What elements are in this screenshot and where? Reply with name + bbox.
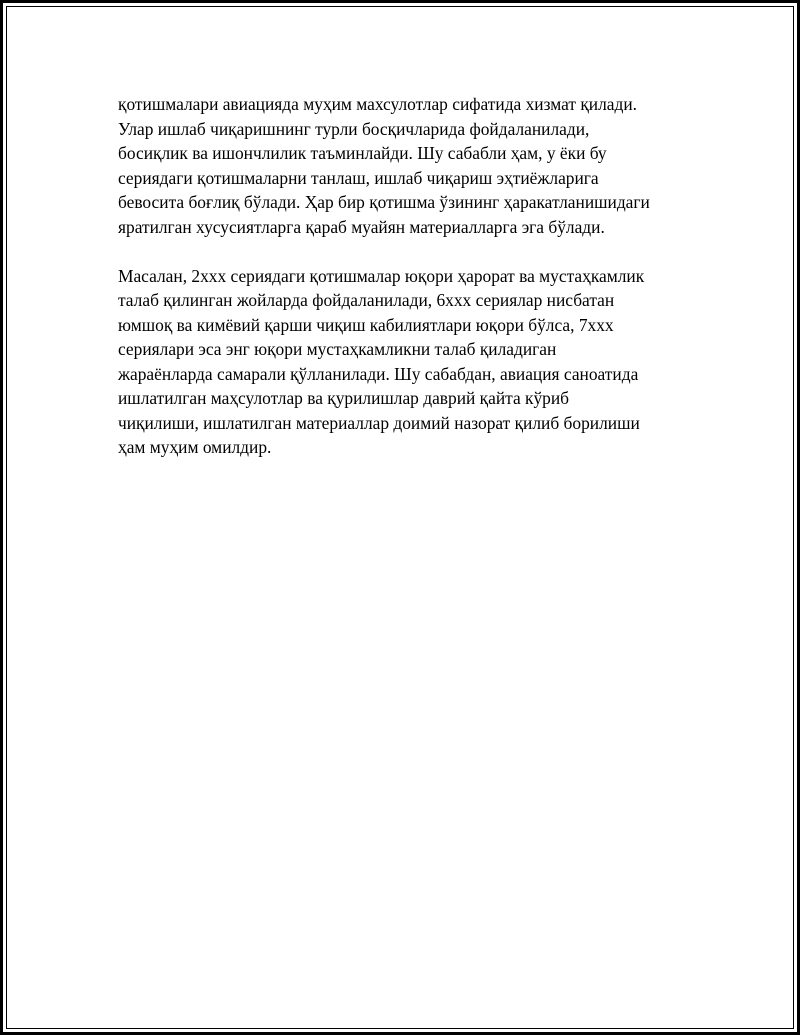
text-line: Масалан, 2ххх сериядаги қотишмалар юқори ҳарорат ва мустаҳкамлик: [118, 265, 645, 286]
text-line: сериялари эса энг юқори мустаҳкамликни талаб қиладиган: [118, 339, 557, 359]
paragraph-1: [118, 92, 698, 239]
document-body: [118, 92, 698, 460]
text-line: сериядаги қотишмаларни танлаш, ишлаб чиқариш эҳтиёжларига: [118, 167, 599, 188]
text-line: босиқлик ва ишончлилик таъминлайди. Шу сабабли ҳам, у ёки бу: [118, 143, 607, 163]
text-line: яратилган хусусиятларга қараб муайян материалларга эга бўлади.: [118, 216, 605, 237]
text-line: қотишмалари авиацияда муҳим махсулотлар сифатида хизмат қилади.: [118, 94, 637, 114]
text-line: ҳам муҳим омилдир.: [118, 437, 272, 457]
text-line: Улар ишлаб чиқаришнинг турли босқичларида фойдаланилади,: [118, 118, 590, 139]
text-line: ишлатилган маҳсулотлар ва қурилишлар даврий қайта кўриб: [118, 388, 570, 408]
text-line: юмшоқ ва кимёвий қарши чиқиш кабилиятлари юқори бўлса, 7ххх: [118, 314, 614, 335]
text-line: жараёнларда самарали қўлланилади. Шу сабабдан, авиация саноатида: [118, 363, 639, 384]
text-line: бевосита боғлиқ бўлади. Ҳар бир қотишма ўзининг ҳаракатланишидаги: [118, 192, 650, 212]
paragraph-2: [118, 264, 698, 460]
text-line: чиқилиши, ишлатилган материаллар доимий назорат қилиб борилиши: [118, 412, 640, 433]
text-line: талаб қилинган жойларда фойдаланилади, 6ххх сериялар нисбатан: [118, 290, 615, 310]
